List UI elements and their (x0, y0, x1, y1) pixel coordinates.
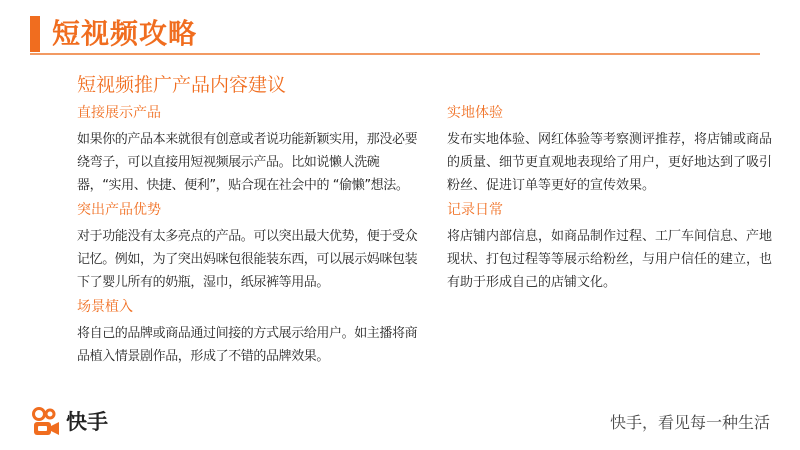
section-scene-placement (77, 296, 422, 368)
section-body: 对于功能没有太多亮点的产品。可以突出最大优势，便于受众记忆。例如，为了突出妈咪包很能装东西，可以展示妈咪包装下了婴儿所有的奶瓶，湿巾，纸尿裤等用品。 (77, 229, 418, 290)
section-body: 将店铺内部信息，如商品制作过程、工厂车间信息、产地现状、打包过程等等展示给粉丝，与用户信任的建立，也有助于形成自己的店铺文化。 (447, 229, 773, 290)
section-heading: 实地体验 (447, 105, 503, 121)
section-subtitle: 短视频推广产品内容建议 (77, 74, 287, 96)
logo-text: 快手 (66, 410, 108, 434)
page-title: 短视频攻略 (52, 17, 198, 50)
section-body: 发布实地体验、网红体验等考察测评推荐，将店铺或商品的质量、细节更直观地表现给了用户，更好地达到了吸引粉丝、促进订单等更好的宣传效果。 (447, 132, 773, 193)
right-column (447, 102, 777, 296)
title-divider (30, 53, 760, 55)
section-direct-display (77, 102, 422, 197)
kuaishou-logo-icon (30, 406, 62, 438)
section-heading: 场景植入 (77, 299, 133, 315)
section-heading: 记录日常 (447, 202, 503, 218)
kuaishou-logo (30, 406, 108, 438)
footer-slogan: 快手，看见每一种生活 (609, 413, 770, 432)
section-field-experience (447, 102, 777, 197)
section-daily-record (447, 199, 777, 294)
left-column (77, 102, 422, 370)
section-highlight-advantage (77, 199, 422, 294)
title-accent-bar (30, 16, 40, 52)
section-heading: 突出产品优势 (77, 202, 161, 218)
section-body: 如果你的产品本来就很有创意或者说功能新颖实用，那没必要绕弯子，可以直接用短视频展示产品。比如说懒人洗碗器，“实用、快捷、便利”，贴合现在社会中的 “偷懒”想法。 (77, 132, 418, 193)
section-heading: 直接展示产品 (77, 105, 161, 121)
section-body: 将自己的品牌或商品通过间接的方式展示给用户。如主播将商品植入情景剧作品，形成了不错的品牌效果。 (77, 326, 418, 364)
